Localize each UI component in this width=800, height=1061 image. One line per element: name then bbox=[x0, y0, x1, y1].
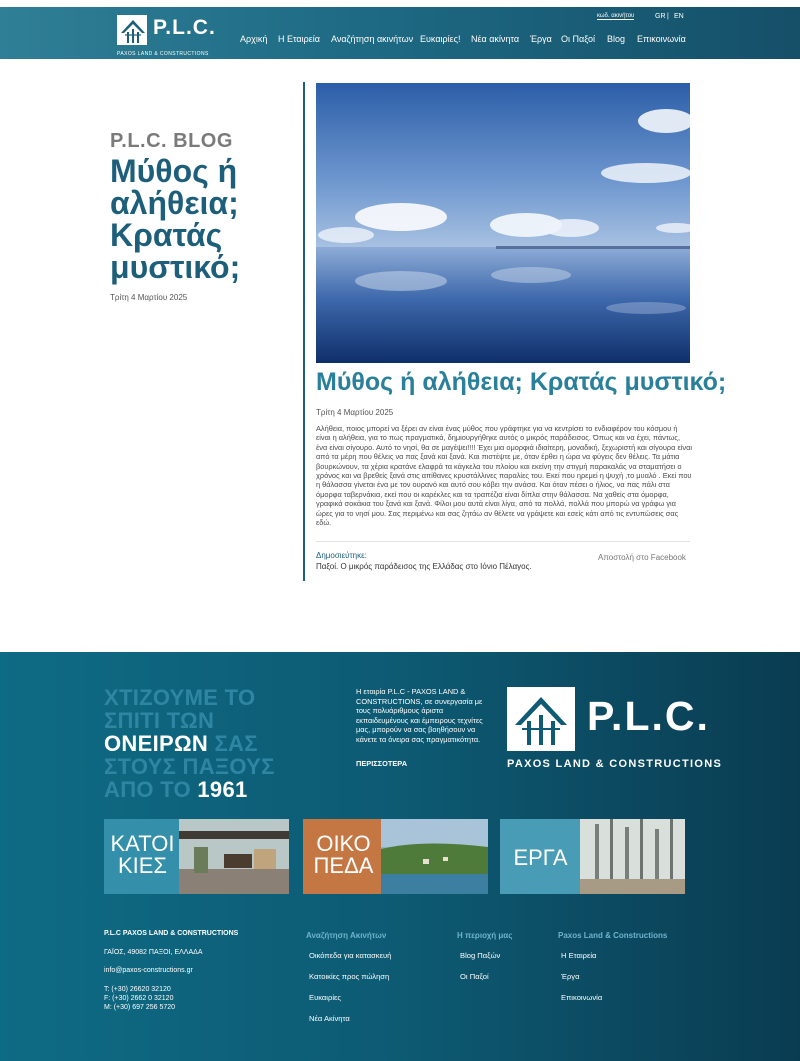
card-houses-label bbox=[110, 833, 175, 877]
slogan-part-4: 1961 bbox=[197, 777, 248, 802]
footer-company-name: P.L.C PAXOS LAND & CONSTRUCTIONS bbox=[104, 930, 239, 937]
article-hero-image bbox=[316, 83, 690, 363]
lang-separator: | bbox=[667, 13, 669, 20]
footer-link-paxos[interactable]: Οι Παξοί bbox=[460, 972, 489, 981]
site-logo[interactable] bbox=[117, 15, 216, 57]
footer-logo bbox=[507, 687, 723, 771]
footer-link-projects[interactable]: Έργα bbox=[561, 972, 580, 981]
article-divider bbox=[316, 541, 690, 542]
nav-projects[interactable]: Έργα bbox=[530, 34, 552, 44]
card-plots-label-2: ΠΕΔΑ bbox=[313, 853, 374, 878]
logo-subtitle: PAXOS LAND & CONSTRUCTIONS bbox=[117, 51, 209, 57]
footer-fax: F: (+30) 2662 0 32120 bbox=[104, 995, 174, 1002]
nav-property-search[interactable]: Αναζήτηση ακινήτων bbox=[331, 34, 414, 44]
article-title: Μύθος ή αλήθεια; Κρατάς μυστικό; bbox=[316, 368, 727, 396]
footer-link-new-properties[interactable]: Νέα Ακίνητα bbox=[309, 1014, 350, 1023]
card-houses[interactable] bbox=[104, 819, 289, 894]
card-houses-label-2: ΚΙΕΣ bbox=[117, 853, 168, 878]
footer-link-company[interactable]: Η Εταιρεία bbox=[561, 951, 597, 960]
published-category-link[interactable]: Παξοί. Ο μικρός παράδεισος της Ελλάδας στο Ιόνιο Πέλαγος. bbox=[316, 562, 532, 571]
card-projects-label-1: ΕΡΓΑ bbox=[513, 845, 568, 870]
sidebar-date: Τρίτη 4 Μαρτίου 2025 bbox=[110, 293, 188, 302]
card-plots[interactable] bbox=[303, 819, 488, 894]
card-houses-label-1: ΚΑΤΟΙ bbox=[110, 831, 175, 856]
logo-text: P.L.C. bbox=[153, 16, 216, 39]
card-projects-label bbox=[508, 847, 573, 869]
article-sidebar bbox=[110, 130, 290, 302]
footer-link-blog[interactable]: Blog Παξών bbox=[460, 951, 501, 960]
house-logo-icon bbox=[117, 15, 147, 45]
card-projects[interactable] bbox=[500, 819, 685, 894]
house-logo-icon bbox=[507, 687, 575, 751]
lang-gr-link[interactable]: GR bbox=[655, 13, 666, 20]
footer-link-plots[interactable]: Οικόπεδα για κατασκευή bbox=[309, 951, 392, 960]
blog-kicker: P.L.C. BLOG bbox=[110, 130, 233, 152]
footer-address: ΓΑΪΟΣ, 49082 ΠΑΞΟΙ, ΕΛΛΑΔΑ bbox=[104, 949, 203, 956]
facebook-share-link[interactable]: Αποστολή στο Facebook bbox=[598, 553, 686, 562]
footer-email[interactable]: info@paxos-constructions.gr bbox=[104, 967, 193, 974]
property-code-link[interactable]: κωδ. ακινήτου bbox=[597, 13, 635, 19]
footer-col-area-heading: Η περιοχή μας bbox=[457, 931, 513, 940]
slogan-part-3: ΣΑΣ ΣΤΟΥΣ ΠΑΞΟΥΣ ΑΠΟ ΤΟ bbox=[104, 731, 275, 802]
footer-slogan bbox=[104, 686, 314, 801]
slogan-part-2: ΟΝΕΙΡΩΝ bbox=[104, 731, 209, 756]
footer-link-contact[interactable]: Επικοινωνία bbox=[561, 993, 603, 1002]
card-plots-label bbox=[311, 833, 376, 877]
footer-logo-subtitle: PAXOS LAND & CONSTRUCTIONS bbox=[507, 758, 723, 770]
footer-mobile: M: (+30) 697 256 5720 bbox=[104, 1004, 176, 1011]
nav-contact[interactable]: Επικοινωνία bbox=[637, 34, 686, 44]
lang-en-link[interactable]: EN bbox=[674, 13, 684, 20]
published-label: Δημοσιεύτηκε: bbox=[316, 551, 367, 560]
card-plots-label-1: ΟΙΚΟ bbox=[316, 831, 371, 856]
nav-new-properties[interactable]: Νέα ακίνητα bbox=[471, 34, 520, 44]
company-about: Η εταιρία P.L.C - PAXOS LAND & CONSTRUCTIONS, σε συνεργασία με τους πολυάριθμους άριστα εκπαιδευμένους και έμπειρους τεχνίτες μας, μπορούν να σας βοηθήσουν να κάνετε τα όνειρα σας πραγματικότητα. bbox=[356, 687, 483, 744]
footer-link-houses[interactable]: Κατοικίες προς πώληση bbox=[309, 972, 390, 981]
footer-col-company-heading: Paxos Land & Constructions bbox=[558, 931, 668, 940]
nav-company[interactable]: Η Εταιρεία bbox=[278, 34, 320, 44]
article-date: Τρίτη 4 Μαρτίου 2025 bbox=[316, 408, 394, 417]
footer-link-opportunities[interactable]: Ευκαιρίες bbox=[309, 993, 342, 1002]
footer-col-property-search-heading: Αναζήτηση Ακινήτων bbox=[306, 931, 387, 940]
footer-logo-text: P.L.C. bbox=[587, 693, 710, 739]
article-body: Αλήθεια, ποιος μπορεί να ξέρει αν είναι ένας μύθος που γράφτηκε για να κεντρίσει το ενδιαφέρον του κόσμου ή είναι η αλήθεια, για το πως πραγματικά, δημιουργήθηκε αυτός ο μικρός παράδεισος. Όπως και να έχει, πάντως, ένα είναι σίγουρο. Αυτό το νησί, θα σε μαγέψει!!!! Έχει μια ομορφιά ιδιαίτερη, μοναδική, ξεχωριστή και σίγουρα είναι από τα μέρη που θέλεις να πας ξανά και ξανά. Και πιστέψτε με, όταν έρθει η ώρα να φύγεις δεν θέλεις. Τα μάτια βουρκώνουν, τα χέρια κρατάνε ελαφρά τα κάγκελα του πλοίου και εκείνη την στιγμή παρακαλάς να σταματήσει ο χρόνος και να βρεθείς ξανά στις απίθανες κρυστάλλινες παραλίες του. Εκεί που ηρεμεί η ψυχή ,το μυαλό . Εκεί που η θάλασσα γίνεται ένα με τον ουρανό και αυτό σου κόβει την ανάσα. Και όταν πέσει ο ήλιος, να πας πάλι στα όμορφα ταβερνάκια, εκεί που οι καρέκλες και τα τραπέζια είναι δίπλα στην θάλασσα. Να χαθείς στα όμορφα, γραφικά σοκάκια του ξανά και ξανά. Φίλοι μου αυτά είναι λίγα, από τα πολλά, πολλά που μπορώ να γράφω για ώρες για το νησί μου. Σας περιμένω και σας ζητάω αν θέλετε να γράψετε και εσείς κάτι από τις εντυπώσεις σας εδώ. bbox=[316, 424, 693, 528]
sidebar-title: Μύθος ή αλήθεια; Κρατάς μυστικό; bbox=[110, 153, 241, 285]
vertical-divider bbox=[303, 82, 305, 581]
nav-home[interactable]: Αρχική bbox=[240, 34, 268, 44]
more-link[interactable]: ΠΕΡΙΣΣΟΤΕΡΑ bbox=[356, 759, 408, 768]
nav-paxos[interactable]: Οι Παξοί bbox=[561, 34, 595, 44]
footer-phone: T: (+30) 26620 32120 bbox=[104, 986, 171, 993]
nav-opportunities[interactable]: Ευκαιρίες! bbox=[420, 34, 461, 44]
slogan-part-1: ΧΤΙΖΟΥΜΕ ΤΟ ΣΠΙΤΙ ΤΩΝ bbox=[104, 685, 256, 733]
nav-blog[interactable]: Blog bbox=[607, 34, 626, 44]
header-bar bbox=[0, 7, 800, 59]
